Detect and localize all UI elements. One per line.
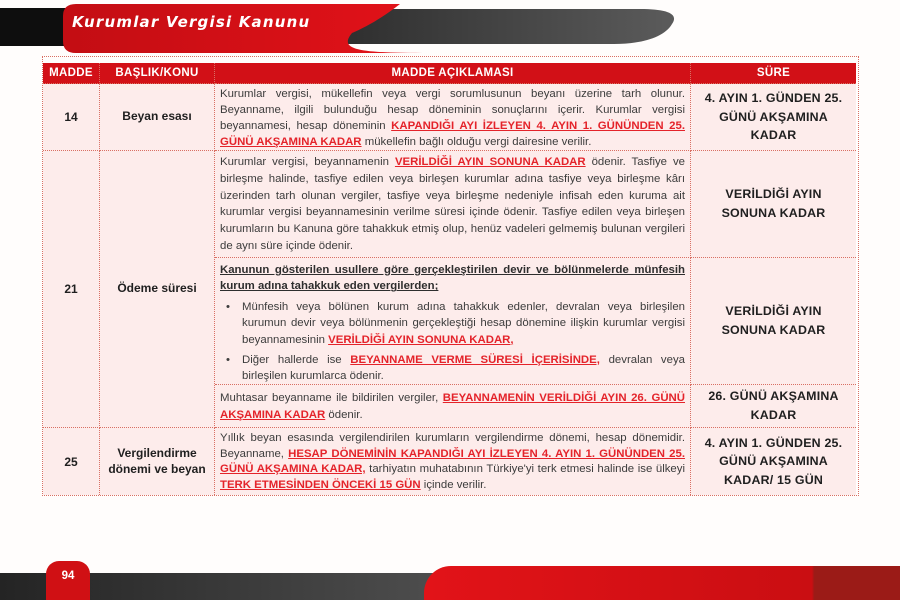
aciklama-text: Kurumlar vergisi, beyannamenin VERİLDİĞİ AYIN SONUNA KADAR ödenir. Tasfiye ve birleşme halinde, tasfiye edilen veya birleşen kurumlar adına tasfiye veya birleşme kârı üzerinden tarh olunan vergiler, tasfiye veya birleşme nedeniyle infisah eden kuruma ait kurumlar vergisi beyannamesinin verilme süresi içinde ödenir. Tasfiye edilen veya birleşen kurumların bu Kanuna göre tahakkuk etmiş olup, henüz vadeleri gelmemiş bulunan vergileri de aynı süre içinde ödenir. — [215, 151, 691, 258]
sure-value: 4. AYIN 1. GÜNDEN 25. GÜNÜ AKŞAMINA KADAR — [691, 84, 856, 151]
law-table — [42, 56, 859, 496]
sure-value: VERİLDİĞİ AYIN SONUNA KADAR — [691, 151, 856, 258]
bullet-item: • Diğer hallerde ise BEYANNAME VERME SÜRESİ İÇERİSİNDE, devralan veya birleşilen kurumlarca ödenir. — [220, 352, 685, 385]
page-number-tab — [46, 561, 90, 600]
sure-value: 4. AYIN 1. GÜNDEN 25. GÜNÜ AKŞAMINA KADAR/ 15 GÜN — [691, 428, 856, 495]
madde-number: 14 — [43, 84, 100, 151]
aciklama-text — [215, 258, 691, 385]
aciklama-heading: Kanunun gösterilen usullere göre gerçekleştirilen devir ve bölünmelerde münfesih kurum adına tahakkuk eden vergilerden; — [220, 264, 685, 293]
konu-label: Ödeme süresi — [100, 151, 215, 428]
page-number: 94 — [61, 570, 75, 582]
aciklama-text: Muhtasar beyanname ile bildirilen vergiler, BEYANNAMENİN VERİLDİĞİ AYIN 26. GÜNÜ AKŞAMINA KADAR ödenir. — [215, 385, 691, 428]
madde-number: 25 — [43, 428, 100, 495]
header-black-block — [0, 8, 66, 46]
bullet-item: • Münfesih veya bölünen kurum adına tahakkuk edenler, devralan veya birleşilen kurumun devir veya bölünmenin gerçekleştiği hesap dönemine ilişkin kurumlar vergisi beyannamesinin VERİLDİĞİ AYIN SONUNA KADAR, — [220, 299, 685, 348]
madde-number: 21 — [43, 151, 100, 428]
aciklama-text: Kurumlar vergisi, mükellefin veya vergi sorumlusunun beyanı üzerine tarh olunur. Beyanname, ilgili bulunduğu hesap döneminin sonuçlarını içerir. Kurumlar vergisi beyannamesi, hesap döneminin KAPANDIĞI AYI İZLEYEN 4. AYIN 1. GÜNÜNDEN 25. GÜNÜ AKŞAMINA KADAR mükellefin bağlı olduğu vergi dairesine verilir. — [215, 84, 691, 151]
konu-label: Beyan esası — [100, 84, 215, 151]
column-header-madde-aciklamasi: MADDE AÇIKLAMASI — [215, 63, 691, 84]
header-banner — [0, 0, 900, 60]
aciklama-bullet-list — [220, 299, 685, 385]
page-title: Kurumlar Vergisi Kanunu — [72, 13, 311, 31]
sure-value: VERİLDİĞİ AYIN SONUNA KADAR — [691, 258, 856, 385]
aciklama-text: Yıllık beyan esasında vergilendirilen kurumların vergilendirme dönemi, hesap dönemidir. Beyanname, HESAP DÖNEMİNİN KAPANDIĞI AYI İZLEYEN 4. AYIN 1. GÜNÜNDEN 25. GÜNÜ AKŞAMINA KADAR, tarhiyatın muhatabının Türkiye'yi terk etmesi halinde ise ülkeyi TERK ETMESİNDEN ÖNCEKİ 15 GÜN içinde verilir. — [215, 428, 691, 495]
column-header-madde: MADDE — [43, 63, 100, 84]
konu-label: Vergilendirme dönemi ve beyan — [100, 428, 215, 495]
column-header-sure: SÜRE — [691, 63, 856, 84]
column-header-baslik-konu: BAŞLIK/KONU — [100, 63, 215, 84]
sure-value: 26. GÜNÜ AKŞAMINA KADAR — [691, 385, 856, 428]
footer-red-bar — [424, 566, 900, 600]
